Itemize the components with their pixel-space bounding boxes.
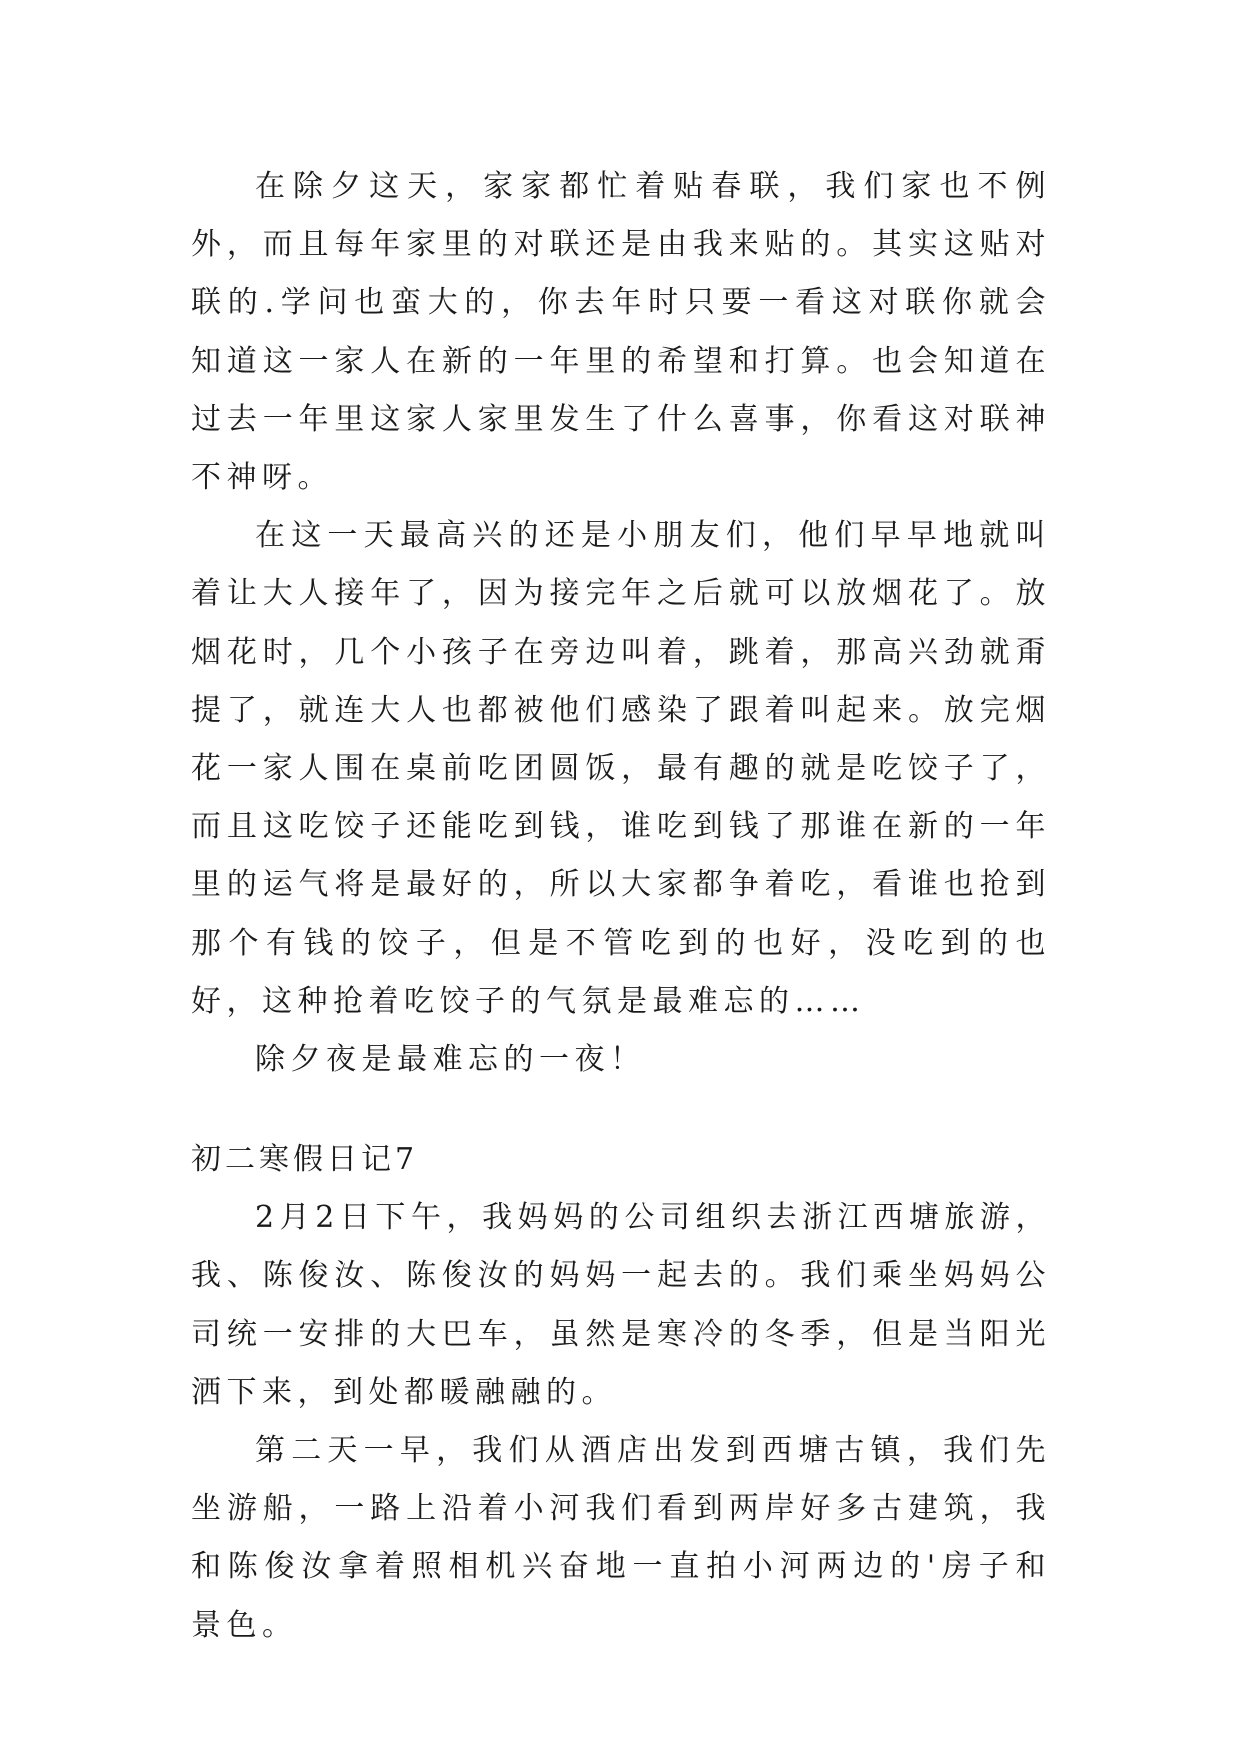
paragraph-trip-start: 2月2日下午，我妈妈的公司组织去浙江西塘旅游，我、陈俊汝、陈俊汝的妈妈一起去的。我们乘坐妈妈公司统一安排的大巴车，虽然是寒冷的冬季，但是当阳光洒下来，到处都暖融融的。 [191,1200,1051,1410]
paragraph-boat-ride: 第二天一早，我们从酒店出发到西塘古镇，我们先坐游船，一路上沿着小河我们看到两岸好多古建筑，我和陈俊汝拿着照相机兴奋地一直拍小河两边的'房子和景色。 [191,1433,1051,1643]
diary-title: 初二寒假日记7 [191,1142,419,1178]
paragraph-closing-line: 除夕夜是最难忘的一夜！ [255,1042,646,1078]
paragraph-spring-couplets: 在除夕这天，家家都忙着贴春联，我们家也不例外，而且每年家里的对联还是由我来贴的。其实这贴对联的.学问也蛮大的，你去年时只要一看这对联你就会知道这一家人在新的一年里的希望和打算。也会知道在过去一年里这家人家里发生了什么喜事，你看这对联神不神呀。 [191,169,1051,496]
paragraph-fireworks-dumplings: 在这一天最高兴的还是小朋友们，他们早早地就叫着让大人接年了，因为接完年之后就可以放烟花了。放烟花时，几个小孩子在旁边叫着，跳着，那高兴劲就甭提了，就连大人也都被他们感染了跟着叫起来。放完烟花一家人围在桌前吃团圆饭，最有趣的就是吃饺子了，而且这吃饺子还能吃到钱，谁吃到钱了那谁在新的一年里的运气将是最好的，所以大家都争着吃，看谁也抢到那个有钱的饺子，但是不管吃到的也好，没吃到的也好，这种抢着吃饺子的气氛是最难忘的…… [191,518,1051,1019]
document-page [191,158,1051,1655]
